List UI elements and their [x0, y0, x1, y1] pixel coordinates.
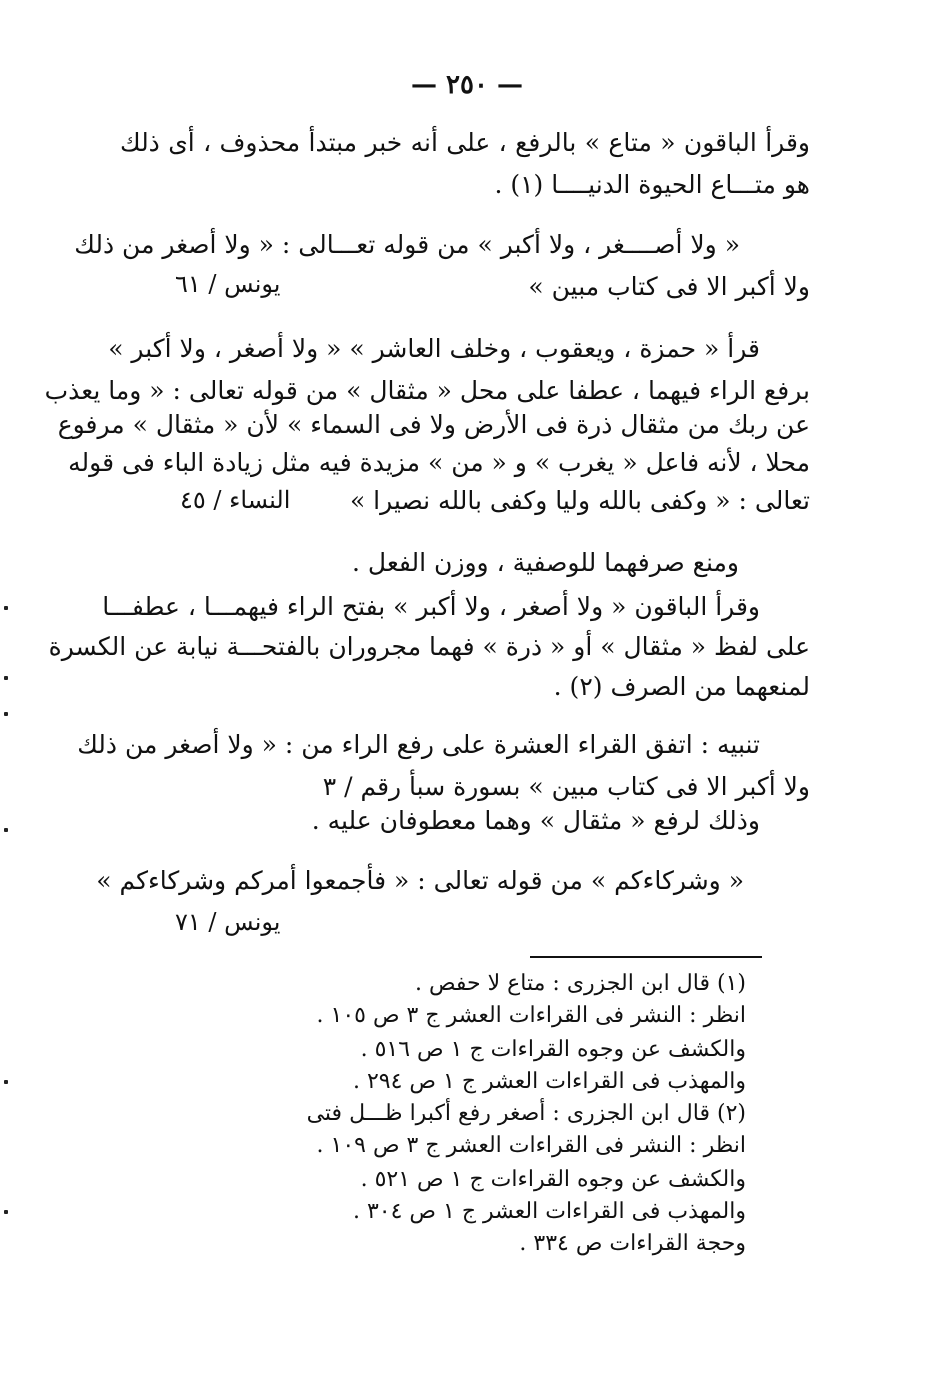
body-line: عن ربك من مثقال ذرة فى الأرض ولا فى السماء » لأن « مثقال » مرفوع [57, 410, 810, 439]
page-number: — ٢٥٠ — [410, 70, 524, 100]
body-line: ولا أكبر الا فى كتاب مبين » [528, 272, 810, 301]
footnote-line: والكشف عن وجوه القراءات ج ١ ص ٥٢١ . [360, 1167, 746, 1192]
scan-speck [4, 828, 8, 832]
footnote-divider [530, 956, 762, 958]
verse-reference: يونس / ٦١ [175, 270, 281, 298]
body-line: تعالى : « وكفى بالله وليا وكفى بالله نصيرا » [349, 486, 810, 515]
scan-speck [4, 712, 8, 716]
footnote-line: (١) قال ابن الجزرى : متاع لا حفص . [414, 971, 746, 996]
body-line: ومنع صرفهما للوصفية ، ووزن الفعل . [352, 548, 739, 577]
body-line: لمنعهما من الصرف (٢) . [553, 672, 810, 701]
footnote-line: انظر : النشر فى القراءات العشر ج ٣ ص ١٠٥ . [316, 1003, 746, 1028]
body-line: قرأ « حمزة ، ويعقوب ، وخلف العاشر » « ولا أصغر ، ولا أكبر » [108, 334, 760, 363]
body-line: وقرأ الباقون « ولا أصغر ، ولا أكبر » بفتح الراء فيهمـــا ، عطفـــا [102, 592, 760, 621]
verse-reference: يونس / ٧١ [175, 908, 281, 936]
scan-speck [4, 606, 8, 610]
footnote-line: انظر : النشر فى القراءات العشر ج ٣ ص ١٠٩ . [316, 1133, 746, 1158]
footnote-line: والمهذب فى القراءات العشر ج ١ ص ٢٩٤ . [352, 1069, 746, 1094]
body-line: « وشركاءكم » من قوله تعالى : « فأجمعوا أمركم وشركاءكم » [96, 866, 744, 895]
body-line: وذلك لرفع « مثقال » وهما معطوفان عليه . [311, 806, 760, 835]
body-line: هو متـــاع الحيوة الدنيــــا (١) . [494, 170, 810, 199]
scan-speck [4, 1210, 8, 1214]
body-line: محلا ، لأنه فاعل « يغرب » و « من » مزيدة فيه مثل زيادة الباء فى قوله [68, 448, 810, 477]
verse-reference: النساء / ٤٥ [180, 486, 291, 514]
body-line: تنبيه : اتفق القراء العشرة على رفع الراء من : « ولا أصغر من ذلك [77, 730, 760, 759]
footnote-line: وحجة القراءات ص ٣٣٤ . [519, 1231, 746, 1256]
footnote-line: والكشف عن وجوه القراءات ج ١ ص ٥١٦ . [360, 1037, 746, 1062]
body-line: وقرأ الباقون « متاع » بالرفع ، على أنه خبر مبتدأ محذوف ، أى ذلك [120, 128, 810, 157]
scan-speck [4, 676, 8, 680]
footnote-line: (٢) قال ابن الجزرى : أصغر رفع أكبرا ظـــل فتى [306, 1101, 746, 1126]
body-line: ولا أكبر الا فى كتاب مبين » بسورة سبأ رقم / ٣ [322, 772, 810, 801]
body-line: برفع الراء فيهما ، عطفا على محل « مثقال » من قوله تعالى : « وما يعذب [44, 376, 810, 405]
footnote-line: والمهذب فى القراءات العشر ج ١ ص ٣٠٤ . [352, 1199, 746, 1224]
body-line: « ولا أصــــغر ، ولا أكبر » من قوله تعـــالى : « ولا أصغر من ذلك [74, 230, 740, 259]
body-line: على لفظ « مثقال » أو « ذرة » فهما مجروران بالفتحـــة نيابة عن الكسرة [48, 632, 810, 661]
scan-speck [4, 1080, 8, 1084]
